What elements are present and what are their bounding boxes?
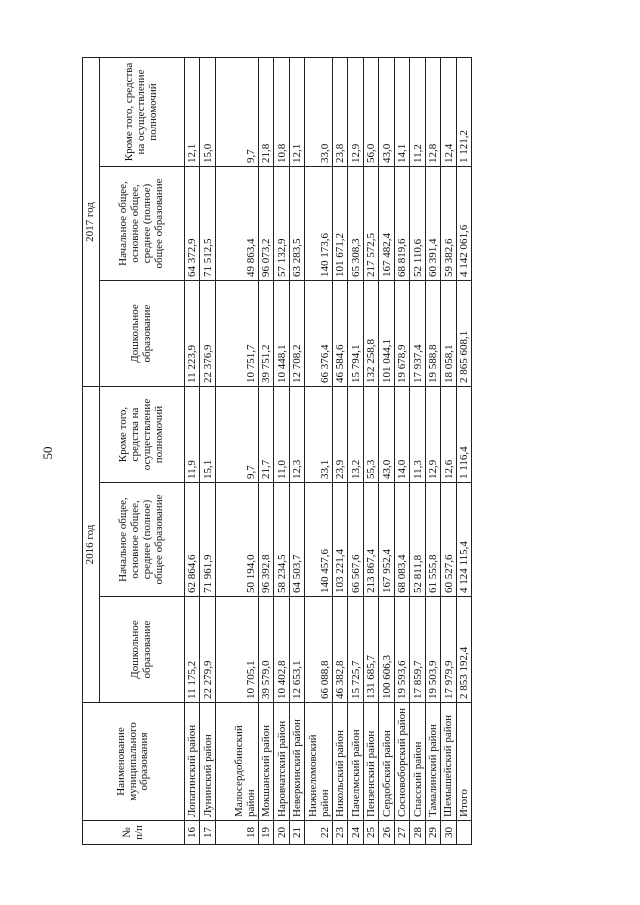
row-extra-2017: 21,8 xyxy=(258,58,273,167)
row-preschool-2016: 131 685,7 xyxy=(363,597,378,703)
row-general-2016: 52 811,8 xyxy=(410,483,425,597)
row-general-2017: 49 863,4 xyxy=(215,167,258,281)
row-extra-2017: 43,0 xyxy=(379,58,394,167)
row-extra-2016: 33,1 xyxy=(305,387,333,483)
row-district-name: Пензенский район xyxy=(363,703,378,821)
row-number: 20 xyxy=(274,821,289,845)
row-district-name: Итого xyxy=(456,703,472,821)
row-preschool-2017: 66 376,4 xyxy=(305,281,333,387)
table-row-total xyxy=(456,58,472,845)
row-number: 28 xyxy=(410,821,425,845)
row-preschool-2016: 10 402,8 xyxy=(274,597,289,703)
row-extra-2016: 12,9 xyxy=(425,387,440,483)
row-number: 19 xyxy=(258,821,273,845)
row-general-2016: 64 503,7 xyxy=(289,483,304,597)
row-general-2016: 68 083,4 xyxy=(394,483,409,597)
row-extra-2017: 12,9 xyxy=(348,58,363,167)
row-preschool-2017: 132 258,8 xyxy=(363,281,378,387)
table-row xyxy=(363,58,378,845)
row-general-2017: 101 671,2 xyxy=(333,167,348,281)
row-extra-2016: 11,0 xyxy=(274,387,289,483)
row-preschool-2017: 10 751,7 xyxy=(215,281,258,387)
header-extra-2017: Кроме того, средства на осуществление полномочий xyxy=(100,58,185,167)
header-no: № п/п xyxy=(83,821,185,845)
row-extra-2017: 12,4 xyxy=(441,58,456,167)
row-preschool-2017: 101 044,1 xyxy=(379,281,394,387)
table-row xyxy=(200,58,215,845)
row-district-name: Спасский район xyxy=(410,703,425,821)
row-general-2016: 213 867,4 xyxy=(363,483,378,597)
row-general-2016: 58 234,5 xyxy=(274,483,289,597)
row-general-2016: 103 221,4 xyxy=(333,483,348,597)
row-extra-2017: 14,1 xyxy=(394,58,409,167)
row-extra-2017: 1 121,2 xyxy=(456,58,472,167)
row-extra-2016: 11,9 xyxy=(185,387,200,483)
table-row xyxy=(185,58,200,845)
row-preschool-2016: 2 853 192,4 xyxy=(456,597,472,703)
header-row-years xyxy=(83,58,100,845)
row-extra-2016: 55,3 xyxy=(363,387,378,483)
row-general-2016: 140 457,6 xyxy=(305,483,333,597)
table-body xyxy=(185,58,472,845)
row-general-2017: 63 283,5 xyxy=(289,167,304,281)
row-extra-2017: 11,2 xyxy=(410,58,425,167)
row-extra-2016: 21,7 xyxy=(258,387,273,483)
row-number: 21 xyxy=(289,821,304,845)
row-number: 16 xyxy=(185,821,200,845)
row-district-name: Никольский район xyxy=(333,703,348,821)
row-extra-2017: 33,0 xyxy=(305,58,333,167)
row-extra-2017: 12,1 xyxy=(185,58,200,167)
row-preschool-2016: 15 725,7 xyxy=(348,597,363,703)
row-number: 29 xyxy=(425,821,440,845)
row-general-2016: 96 392,8 xyxy=(258,483,273,597)
row-number: 22 xyxy=(305,821,333,845)
row-preschool-2017: 2 865 608,1 xyxy=(456,281,472,387)
row-general-2017: 52 110,6 xyxy=(410,167,425,281)
row-preschool-2016: 10 705,1 xyxy=(215,597,258,703)
row-extra-2016: 12,6 xyxy=(441,387,456,483)
row-district-name: Неверкинский район xyxy=(289,703,304,821)
row-general-2017: 64 372,9 xyxy=(185,167,200,281)
table-row xyxy=(379,58,394,845)
header-general-2016: Начальное общее, основное общее, среднее (полное) общее образование xyxy=(100,483,185,597)
header-extra-2016: Кроме того, средства на осуществление полномочий xyxy=(100,387,185,483)
row-extra-2017: 12,1 xyxy=(289,58,304,167)
row-general-2017: 217 572,5 xyxy=(363,167,378,281)
row-number: 25 xyxy=(363,821,378,845)
row-extra-2017: 15,0 xyxy=(200,58,215,167)
table-row xyxy=(305,58,333,845)
row-preschool-2017: 39 751,2 xyxy=(258,281,273,387)
row-extra-2016: 9,7 xyxy=(215,387,258,483)
header-preschool-2016: Дошкольное образование xyxy=(100,597,185,703)
header-year-2016: 2016 год xyxy=(83,387,100,703)
row-district-name: Тамалинский район xyxy=(425,703,440,821)
row-general-2016: 4 124 115,4 xyxy=(456,483,472,597)
row-general-2017: 57 132,9 xyxy=(274,167,289,281)
table-row xyxy=(394,58,409,845)
row-extra-2016: 14,0 xyxy=(394,387,409,483)
header-year-2017: 2017 год xyxy=(83,58,100,387)
row-extra-2016: 11,3 xyxy=(410,387,425,483)
row-general-2016: 60 527,6 xyxy=(441,483,456,597)
row-district-name: Лунинский район xyxy=(200,703,215,821)
rotated-table-frame xyxy=(82,58,472,845)
header-preschool-2017: Дошкольное образование xyxy=(100,281,185,387)
row-extra-2016: 43,0 xyxy=(379,387,394,483)
row-preschool-2017: 10 448,1 xyxy=(274,281,289,387)
row-preschool-2016: 12 653,1 xyxy=(289,597,304,703)
table-row xyxy=(258,58,273,845)
row-preschool-2017: 46 584,6 xyxy=(333,281,348,387)
row-preschool-2017: 17 937,4 xyxy=(410,281,425,387)
row-district-name: Мокшанский район xyxy=(258,703,273,821)
row-general-2017: 71 512,5 xyxy=(200,167,215,281)
row-number: 23 xyxy=(333,821,348,845)
table-row xyxy=(348,58,363,845)
table-row xyxy=(441,58,456,845)
row-preschool-2017: 19 678,9 xyxy=(394,281,409,387)
row-district-name: Сердобский район xyxy=(379,703,394,821)
row-extra-2016: 12,3 xyxy=(289,387,304,483)
row-preschool-2016: 17 979,9 xyxy=(441,597,456,703)
page-number: 50 xyxy=(40,446,55,460)
row-extra-2016: 23,9 xyxy=(333,387,348,483)
row-district-name: Пачелмский район xyxy=(348,703,363,821)
row-district-name: Сосновоборский район xyxy=(394,703,409,821)
table-row xyxy=(215,58,258,845)
table-row xyxy=(289,58,304,845)
row-general-2017: 167 482,4 xyxy=(379,167,394,281)
row-preschool-2016: 17 859,7 xyxy=(410,597,425,703)
row-preschool-2016: 39 579,0 xyxy=(258,597,273,703)
row-number: 18 xyxy=(215,821,258,845)
row-preschool-2016: 22 279,9 xyxy=(200,597,215,703)
rotated-table-wrapper xyxy=(82,58,472,845)
row-general-2016: 167 952,4 xyxy=(379,483,394,597)
budget-table xyxy=(82,57,472,845)
row-district-name: Наровчатский район xyxy=(274,703,289,821)
row-preschool-2016: 46 382,8 xyxy=(333,597,348,703)
row-general-2016: 71 961,9 xyxy=(200,483,215,597)
header-name: Наименование муниципального образования xyxy=(83,703,185,821)
row-extra-2016: 13,2 xyxy=(348,387,363,483)
row-preschool-2017: 18 058,1 xyxy=(441,281,456,387)
row-general-2017: 4 142 061,6 xyxy=(456,167,472,281)
row-number: 27 xyxy=(394,821,409,845)
table-row xyxy=(425,58,440,845)
row-number: 17 xyxy=(200,821,215,845)
row-preschool-2017: 15 794,1 xyxy=(348,281,363,387)
table-row xyxy=(333,58,348,845)
row-preschool-2017: 19 588,8 xyxy=(425,281,440,387)
row-preschool-2016: 100 606,3 xyxy=(379,597,394,703)
row-preschool-2017: 11 223,9 xyxy=(185,281,200,387)
row-general-2016: 62 864,6 xyxy=(185,483,200,597)
row-preschool-2017: 12 708,2 xyxy=(289,281,304,387)
row-preschool-2016: 19 503,9 xyxy=(425,597,440,703)
header-general-2017: Начальное общее, основное общее, среднее (полное) общее образование xyxy=(100,167,185,281)
row-general-2017: 60 391,4 xyxy=(425,167,440,281)
row-general-2016: 61 555,8 xyxy=(425,483,440,597)
row-district-name: Малосердобинский район xyxy=(215,703,258,821)
row-number: 26 xyxy=(379,821,394,845)
row-number xyxy=(456,821,472,845)
row-district-name: Нижнеломовский район xyxy=(305,703,333,821)
row-preschool-2017: 22 376,9 xyxy=(200,281,215,387)
row-extra-2017: 12,8 xyxy=(425,58,440,167)
row-general-2016: 50 194,0 xyxy=(215,483,258,597)
row-extra-2017: 23,8 xyxy=(333,58,348,167)
row-extra-2017: 9,7 xyxy=(215,58,258,167)
row-general-2017: 140 173,6 xyxy=(305,167,333,281)
table-row xyxy=(274,58,289,845)
table-row xyxy=(410,58,425,845)
row-extra-2016: 15,1 xyxy=(200,387,215,483)
row-general-2017: 96 073,2 xyxy=(258,167,273,281)
row-preschool-2016: 66 088,8 xyxy=(305,597,333,703)
row-extra-2017: 56,0 xyxy=(363,58,378,167)
row-general-2017: 68 819,6 xyxy=(394,167,409,281)
row-district-name: Лопатинский район xyxy=(185,703,200,821)
row-number: 30 xyxy=(441,821,456,845)
row-general-2017: 59 382,6 xyxy=(441,167,456,281)
row-extra-2017: 10,8 xyxy=(274,58,289,167)
row-preschool-2016: 19 593,6 xyxy=(394,597,409,703)
row-extra-2016: 1 116,4 xyxy=(456,387,472,483)
row-district-name: Шемышейский район xyxy=(441,703,456,821)
row-general-2016: 66 567,6 xyxy=(348,483,363,597)
row-number: 24 xyxy=(348,821,363,845)
row-preschool-2016: 11 175,2 xyxy=(185,597,200,703)
row-general-2017: 65 308,3 xyxy=(348,167,363,281)
